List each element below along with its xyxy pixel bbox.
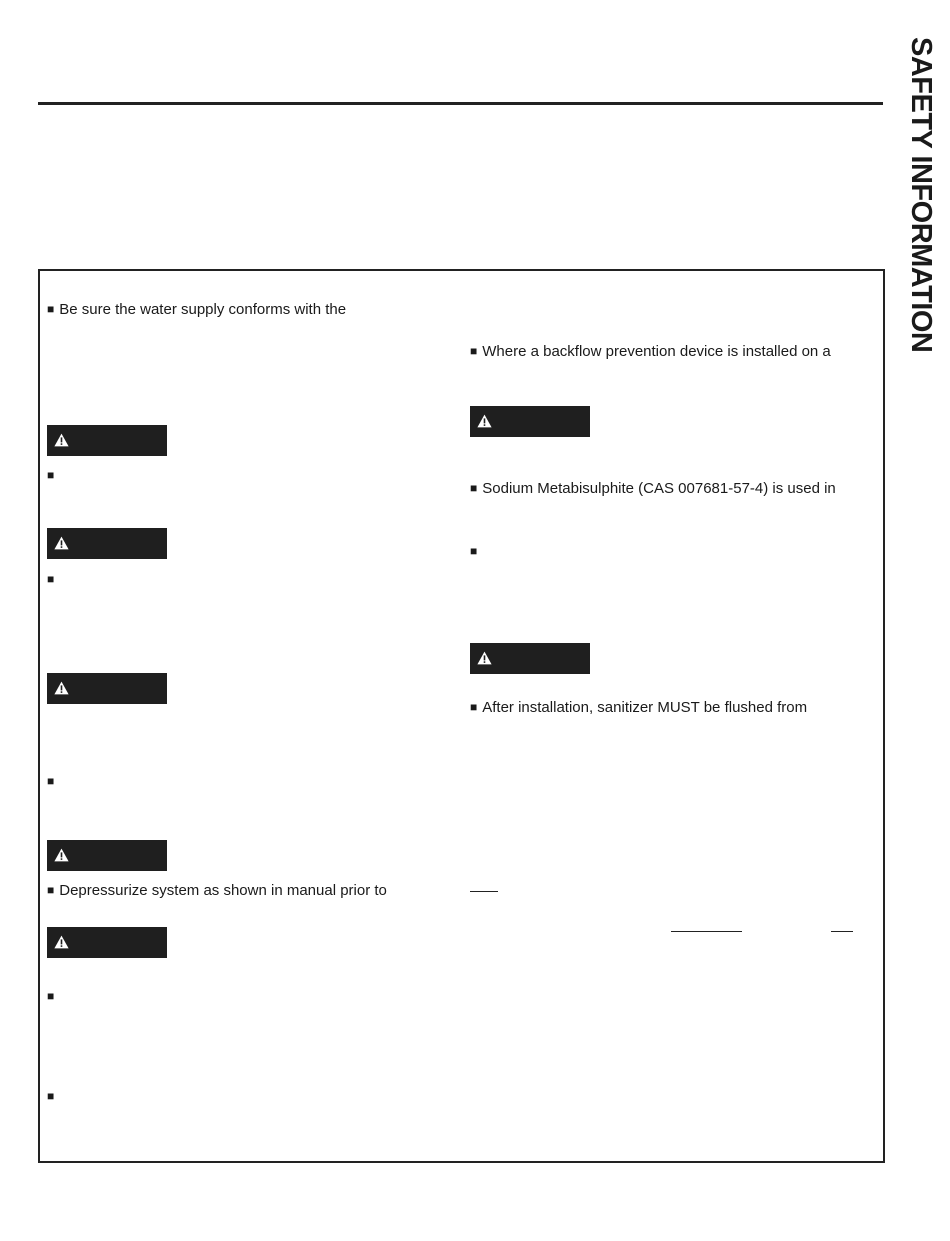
- list-item: [47, 466, 59, 485]
- bullet-icon: ■: [47, 774, 55, 788]
- bullet-icon: ■: [47, 1089, 55, 1103]
- bullet-icon: ■: [47, 883, 55, 897]
- warning-triangle-icon: [54, 536, 69, 550]
- list-item: [47, 300, 346, 319]
- warning-label: [47, 840, 167, 871]
- bullet-icon: ■: [47, 989, 55, 1003]
- bullet-icon: ■: [47, 302, 55, 316]
- list-item-text: After installation, sanitizer MUST be flushed from: [482, 699, 808, 716]
- list-item: [470, 479, 836, 498]
- section-title: SAFETY INFORMATION: [905, 37, 937, 353]
- list-item-text: Be sure the water supply conforms with the: [59, 301, 347, 318]
- warning-label: [470, 406, 590, 437]
- warning-triangle-icon: [477, 414, 492, 428]
- list-item: [47, 1087, 59, 1106]
- warning-triangle-icon: [54, 681, 69, 695]
- underline-rule: [671, 931, 742, 932]
- warning-label: [470, 643, 590, 674]
- list-item: [470, 342, 831, 361]
- list-item: [47, 987, 59, 1006]
- list-item-text: Sodium Metabisulphite (CAS 007681-57-4) is used in: [482, 480, 836, 497]
- bullet-icon: ■: [47, 468, 55, 482]
- list-item: [47, 570, 59, 589]
- list-item-text: Depressurize system as shown in manual prior to: [59, 882, 387, 899]
- warning-label: [47, 927, 167, 958]
- warning-triangle-icon: [54, 433, 69, 447]
- underline-rule: [831, 931, 853, 932]
- list-item: [470, 542, 482, 561]
- bullet-icon: ■: [470, 481, 478, 495]
- warning-label: [47, 425, 167, 456]
- bullet-icon: ■: [470, 344, 478, 358]
- warning-label: [47, 673, 167, 704]
- warning-triangle-icon: [54, 935, 69, 949]
- underline-rule: [470, 891, 498, 892]
- list-item-text: Where a backflow prevention device is installed on a: [482, 343, 831, 360]
- bullet-icon: ■: [470, 544, 478, 558]
- list-item: [470, 698, 807, 717]
- warning-label: [47, 528, 167, 559]
- list-item: [47, 772, 59, 791]
- bullet-icon: ■: [47, 572, 55, 586]
- list-item: [47, 881, 387, 900]
- warning-triangle-icon: [477, 651, 492, 665]
- bullet-icon: ■: [470, 700, 478, 714]
- warning-triangle-icon: [54, 848, 69, 862]
- top-rule: [38, 102, 883, 105]
